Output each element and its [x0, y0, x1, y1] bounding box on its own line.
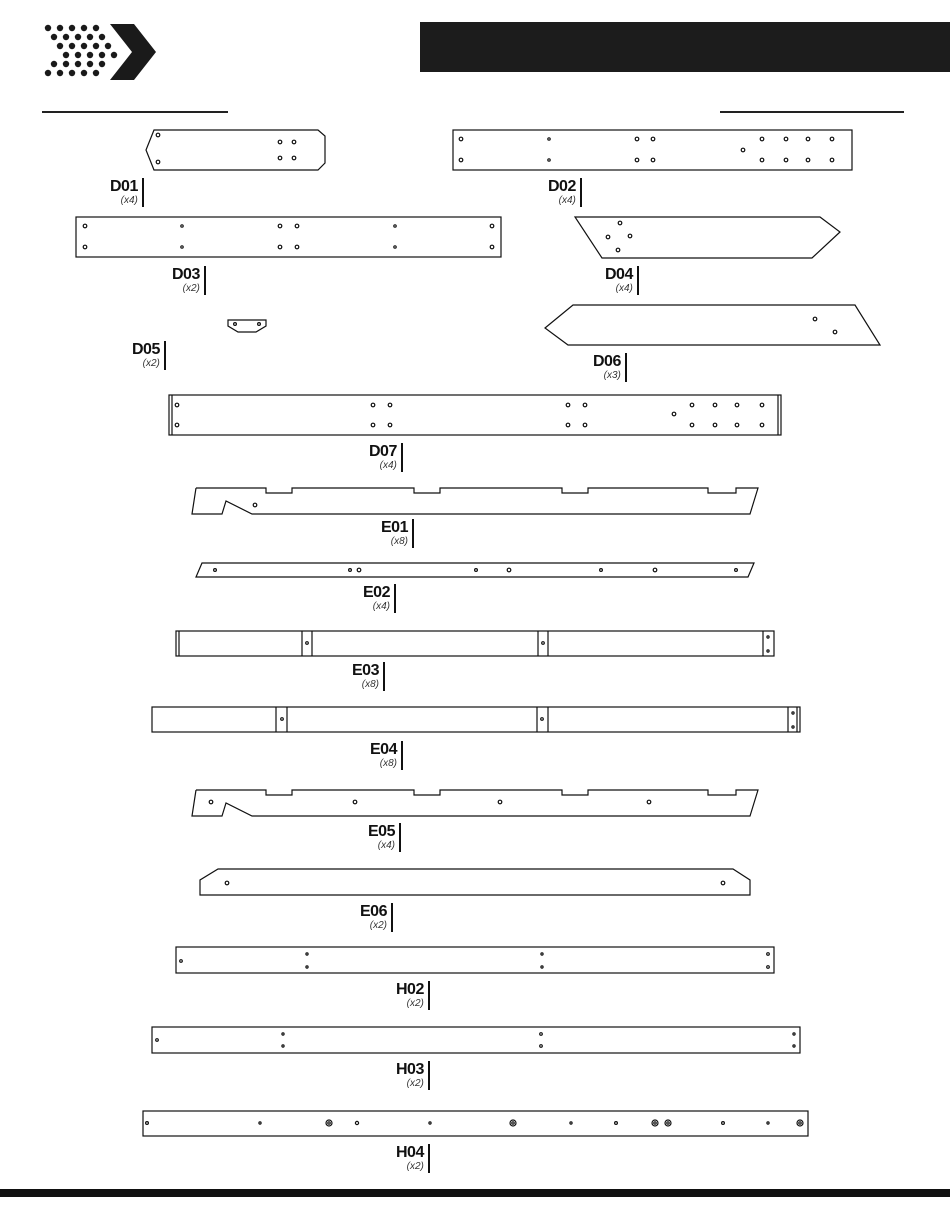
part-code: E06 — [360, 903, 387, 920]
part-label-e05 — [368, 823, 401, 852]
part-code: E01 — [381, 519, 408, 536]
part-d07-drawing — [169, 395, 781, 435]
part-qty: (x2) — [369, 920, 387, 931]
part-code: D04 — [605, 266, 633, 283]
part-code: H04 — [396, 1144, 424, 1161]
part-qty: (x4) — [372, 601, 390, 612]
part-label-e01 — [381, 519, 414, 548]
part-label-d07 — [369, 443, 403, 472]
part-code: D02 — [548, 178, 576, 195]
part-code: H02 — [396, 981, 424, 998]
part-code: E05 — [368, 823, 395, 840]
part-e05-drawing — [192, 790, 758, 816]
part-label-h04 — [396, 1144, 430, 1173]
part-h02-drawing — [176, 947, 774, 973]
part-code: E02 — [363, 584, 390, 601]
part-code: E03 — [352, 662, 379, 679]
part-qty: (x8) — [379, 758, 397, 769]
part-d04-drawing — [575, 217, 840, 258]
part-e03-drawing — [176, 631, 774, 656]
part-d02-drawing — [453, 130, 852, 170]
part-code: H03 — [396, 1061, 424, 1078]
part-qty: (x4) — [379, 460, 397, 471]
part-label-e02 — [363, 584, 396, 613]
part-d01-drawing — [146, 130, 325, 170]
part-code: D05 — [132, 341, 160, 358]
part-code: D01 — [110, 178, 138, 195]
part-label-h02 — [396, 981, 430, 1010]
part-qty: (x4) — [120, 195, 138, 206]
part-code: D06 — [593, 353, 621, 370]
part-d05-drawing — [228, 320, 266, 332]
part-label-e06 — [360, 903, 393, 932]
part-qty: (x8) — [390, 536, 408, 547]
part-qty: (x2) — [182, 283, 200, 294]
part-code: D07 — [369, 443, 397, 460]
footer-bar — [0, 1189, 950, 1197]
part-d06-drawing — [545, 305, 880, 345]
part-label-d04 — [605, 266, 639, 295]
part-qty: (x4) — [558, 195, 576, 206]
part-label-d01 — [110, 178, 144, 207]
part-code: E04 — [370, 741, 397, 758]
part-qty: (x8) — [361, 679, 379, 690]
part-qty: (x2) — [406, 1161, 424, 1172]
part-qty: (x2) — [406, 1078, 424, 1089]
part-e06-drawing — [200, 869, 750, 895]
part-e01-drawing — [192, 488, 758, 514]
part-label-d03 — [172, 266, 206, 295]
part-label-h03 — [396, 1061, 430, 1090]
part-e04-drawing — [152, 707, 800, 732]
part-d03-drawing — [76, 217, 501, 257]
part-label-d05 — [132, 341, 166, 370]
part-qty: (x4) — [615, 283, 633, 294]
part-label-e03 — [352, 662, 385, 691]
part-code: D03 — [172, 266, 200, 283]
part-h04-drawing — [143, 1111, 808, 1136]
part-label-d06 — [593, 353, 627, 382]
part-qty: (x4) — [377, 840, 395, 851]
part-qty: (x3) — [603, 370, 621, 381]
part-label-e04 — [370, 741, 403, 770]
part-h03-drawing — [152, 1027, 800, 1053]
part-qty: (x2) — [406, 998, 424, 1009]
part-qty: (x2) — [142, 358, 160, 369]
part-e02-drawing — [196, 563, 754, 577]
part-label-d02 — [548, 178, 582, 207]
